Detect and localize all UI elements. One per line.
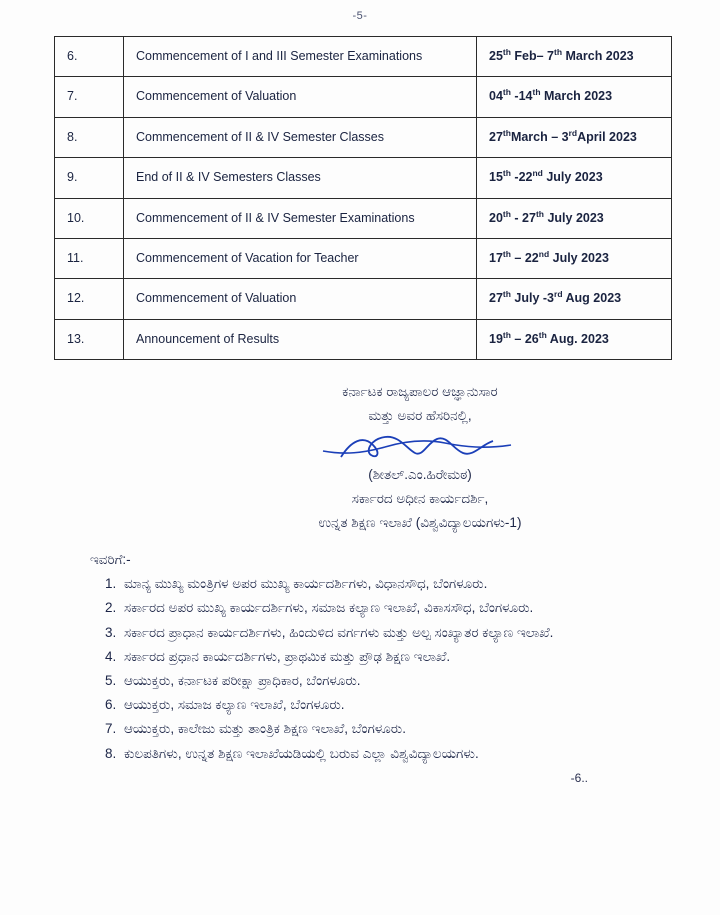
list-item: 4. ಸರ್ಕಾರದ ಪ್ರಧಾನ ಕಾರ್ಯದರ್ಶಿಗಳು, ಪ್ರಾಥಮಿಕ ಮತ್ತು ಪ್ರೌಢ ಶಿಕ್ಷಣ ಇಲಾಖೆ.: [120, 645, 666, 668]
cell-serial-number: 10.: [55, 198, 124, 238]
table-row: [55, 279, 672, 319]
recipients-list: [54, 572, 666, 765]
cell-date: 20th - 27th July 2023: [477, 198, 672, 238]
list-item: 7. ಆಯುಕ್ತರು, ಕಾಲೇಜು ಮತ್ತು ತಾಂತ್ರಿಕ ಶಿಕ್ಷಣ ಇಲಾಖೆ, ಬೆಂಗಳೂರು.: [120, 717, 666, 740]
cell-date: 27thMarch – 3rdApril 2023: [477, 117, 672, 157]
cell-date: 17th – 22nd July 2023: [477, 238, 672, 278]
cell-description: Commencement of Vacation for Teacher: [124, 238, 477, 278]
cell-description: Commencement of II & IV Semester Examinations: [124, 198, 477, 238]
table-row: [55, 37, 672, 77]
cell-description: Commencement of I and III Semester Examinations: [124, 37, 477, 77]
list-item: 3. ಸರ್ಕಾರದ ಪ್ರಾಧಾನ ಕಾರ್ಯದರ್ಶಿಗಳು, ಹಿಂದುಳಿದ ವರ್ಗಗಳು ಮತ್ತು ಅಲ್ಪ ಸಂಖ್ಯಾತರ ಕಲ್ಯಾಣ ಇಲಾಖೆ.: [120, 621, 666, 644]
list-item: 5. ಆಯುಕ್ತರು, ಕರ್ನಾಟಕ ಪರೀಕ್ಷಾ ಪ್ರಾಧಿಕಾರ, ಬೆಂಗಳೂರು.: [120, 669, 666, 692]
cell-date: 15th -22nd July 2023: [477, 158, 672, 198]
signatory-name: (ಶೀತಲ್.ಎಂ.ಹಿರೇಮಠ): [368, 467, 472, 483]
cell-serial-number: 8.: [55, 117, 124, 157]
table-row: [55, 238, 672, 278]
list-item: 1. ಮಾನ್ಯ ಮುಖ್ಯ ಮಂತ್ರಿಗಳ ಅಪರ ಮುಖ್ಯ ಕಾರ್ಯದರ್ಶಿಗಳು, ವಿಧಾನಸೌಧ, ಬೆಂಗಳೂರು.: [120, 572, 666, 595]
cell-serial-number: 11.: [55, 238, 124, 278]
cell-serial-number: 9.: [55, 158, 124, 198]
table-row: [55, 117, 672, 157]
cell-date: 27th July -3rd Aug 2023: [477, 279, 672, 319]
order-line-2: ಮತ್ತು ಅವರ ಹೆಸರಿನಲ್ಲಿ,: [368, 407, 472, 423]
cell-description: Commencement of II & IV Semester Classes: [124, 117, 477, 157]
cell-serial-number: 7.: [55, 77, 124, 117]
table-body: [55, 37, 672, 360]
signature-image: [174, 429, 666, 463]
page-number-top: -5-: [352, 10, 368, 22]
signatory-designation-1: ಸರ್ಕಾರದ ಅಧೀನ ಕಾರ್ಯದರ್ಶಿ,: [351, 490, 489, 506]
order-line-1: ಕರ್ನಾಟಕ ರಾಜ್ಯಪಾಲರ ಆಜ್ಞಾನುಸಾರ: [342, 384, 498, 399]
list-item: 2. ಸರ್ಕಾರದ ಅಪರ ಮುಖ್ಯ ಕಾರ್ಯದರ್ಶಿಗಳು, ಸಮಾಜ ಕಲ್ಯಾಣ ಇಲಾಖೆ, ವಿಕಾಸಸೌಧ, ಬೆಂಗಳೂರು.: [120, 596, 666, 619]
signatory-designation-2: ಉನ್ನತ ಶಿಕ್ಷಣ ಇಲಾಖೆ (ವಿಶ್ವವಿದ್ಯಾಲಯಗಳು-1): [318, 514, 522, 530]
recipients-heading: ಇವರಿಗೆ:-: [90, 552, 131, 568]
academic-calendar-table: [54, 36, 672, 360]
cell-serial-number: 13.: [55, 319, 124, 359]
signature-block: [54, 380, 666, 534]
cell-date: 19th – 26th Aug. 2023: [477, 319, 672, 359]
cell-description: End of II & IV Semesters Classes: [124, 158, 477, 198]
list-item: 8. ಕುಲಪತಿಗಳು, ಉನ್ನತ ಶಿಕ್ಷಣ ಇಲಾಖೆಯಡಿಯಲ್ಲಿ ಬರುವ ಎಲ್ಲಾ ವಿಶ್ವವಿದ್ಯಾಲಯಗಳು.: [120, 742, 666, 765]
cell-date: 04th -14th March 2023: [477, 77, 672, 117]
table-row: [55, 319, 672, 359]
table-row: [55, 198, 672, 238]
cell-date: 25th Feb– 7th March 2023: [477, 37, 672, 77]
cell-description: Commencement of Valuation: [124, 77, 477, 117]
list-item: 6. ಆಯುಕ್ತರು, ಸಮಾಜ ಕಲ್ಯಾಣ ಇಲಾಖೆ, ಬೆಂಗಳೂರು.: [120, 693, 666, 716]
cell-description: Announcement of Results: [124, 319, 477, 359]
table-row: [55, 158, 672, 198]
table-row: [55, 77, 672, 117]
cell-serial-number: 12.: [55, 279, 124, 319]
page-number-bottom: -6..: [570, 770, 588, 785]
cell-serial-number: 6.: [55, 37, 124, 77]
cell-description: Commencement of Valuation: [124, 279, 477, 319]
